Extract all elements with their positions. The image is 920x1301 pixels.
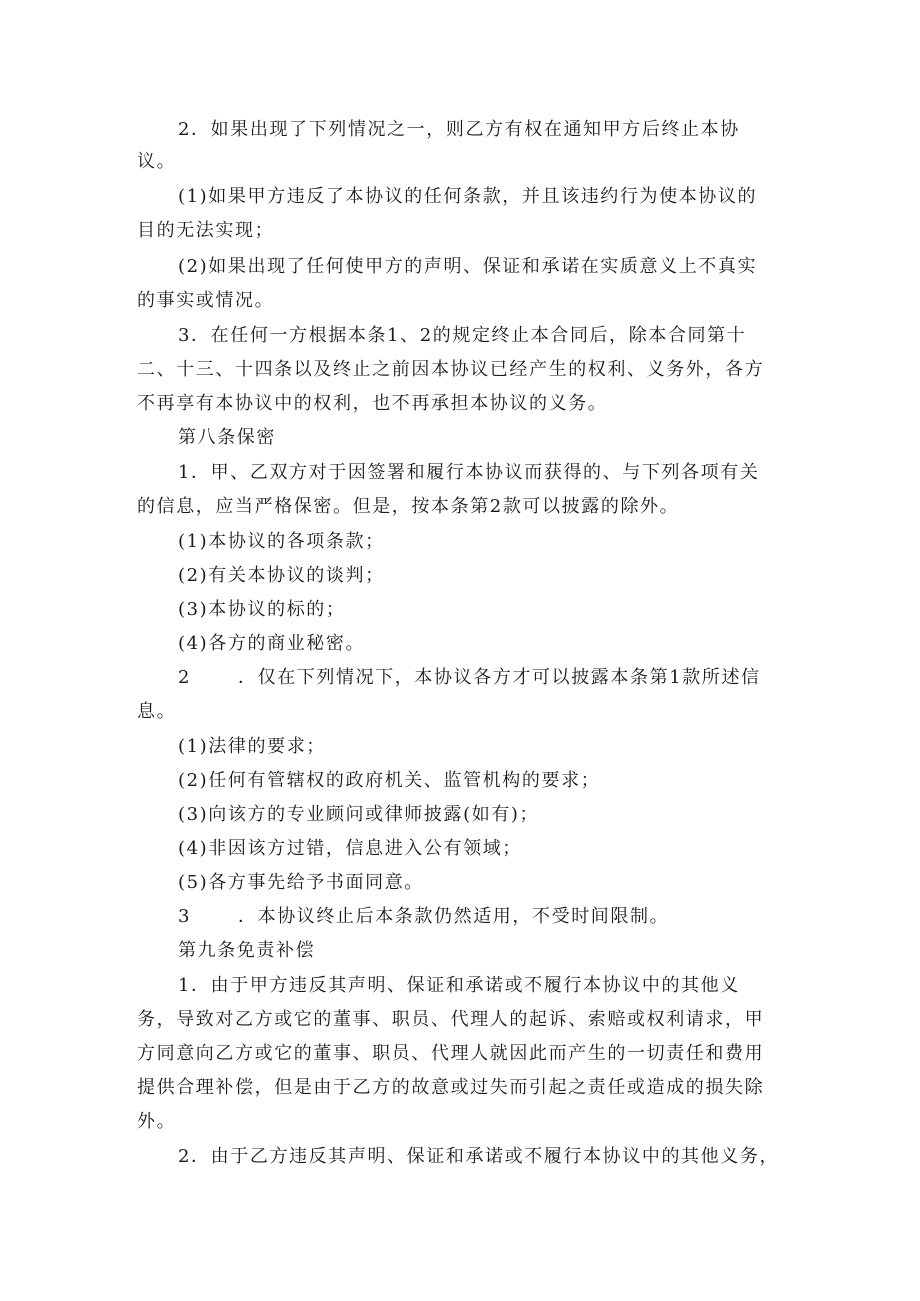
- clause-8-2-4: (4)非因该方过错，信息进入公有领域；: [178, 838, 522, 859]
- clause-8-2-1: (1)法律的要求；: [178, 736, 326, 757]
- paragraph-7-3-line-1: 3．在任何一方根据本条1、2的规定终止本合同后，除本合同第十: [178, 325, 747, 346]
- clause-7-2-2-line-1: (2)如果出现了任何使甲方的声明、保证和承诺在实质意义上不真实: [178, 256, 758, 277]
- clause-8-1-4: (4)各方的商业秘密。: [178, 633, 366, 654]
- paragraph-8-2-text: ．仅在下列情况下，本协议各方才可以披露本条第1款所述信: [238, 667, 761, 688]
- article-9-heading: 第九条免责补偿: [178, 940, 316, 961]
- paragraph-7-2-line-2: 议。: [137, 151, 177, 172]
- clause-8-1-3: (3)本协议的标的；: [178, 599, 346, 620]
- clause-8-2-5: (5)各方事先给予书面同意。: [178, 872, 424, 893]
- clause-8-1-2: (2)有关本协议的谈判；: [178, 565, 385, 586]
- paragraph-9-1-line-3: 方同意向乙方或它的董事、职员、代理人就因此而产生的一切责任和费用: [137, 1043, 765, 1064]
- paragraph-7-3-line-2: 二、十三、十四条以及终止之前因本协议已经产生的权利、义务外，各方: [137, 359, 765, 380]
- paragraph-9-1-line-2: 务，导致对乙方或它的董事、职员、代理人的起诉、索赔或权利请求，甲: [137, 1009, 765, 1030]
- paragraph-8-2-line-2: 息。: [137, 701, 177, 722]
- paragraph-9-1-line-4: 提供合理补偿，但是由于乙方的故意或过失而引起之责任或造成的损失除: [137, 1077, 765, 1098]
- paragraph-7-2-line-1: 2．如果出现了下列情况之一，则乙方有权在通知甲方后终止本协: [178, 119, 740, 140]
- paragraph-8-3-text: ．本协议终止后本条款仍然适用，不受时间限制。: [238, 906, 670, 927]
- paragraph-8-3-number: 3: [178, 906, 192, 927]
- paragraph-7-3-line-3: 不再享有本协议中的权利，也不再承担本协议的义务。: [137, 393, 608, 414]
- clause-8-2-3: (3)向该方的专业顾问或律师披露(如有)；: [178, 804, 540, 825]
- paragraph-9-1-line-5: 外。: [137, 1111, 177, 1132]
- clause-7-2-1-line-1: (1)如果甲方违反了本协议的任何条款，并且该违约行为使本协议的: [178, 186, 758, 207]
- paragraph-8-1-line-1: 1．甲、乙双方对于因签署和履行本协议而获得的、与下列各项有关: [178, 462, 760, 483]
- clause-8-1-1: (1)本协议的各项条款；: [178, 531, 385, 552]
- paragraph-9-1-line-1: 1．由于甲方违反其声明、保证和承诺或不履行本协议中的其他义: [178, 975, 740, 996]
- paragraph-9-2-line-1: 2．由于乙方违反其声明、保证和承诺或不履行本协议中的其他义务，: [178, 1146, 780, 1167]
- paragraph-8-2-number: 2: [178, 667, 192, 688]
- article-8-heading: 第八条保密: [178, 427, 276, 448]
- paragraph-8-2-line-1: [178, 666, 761, 690]
- clause-7-2-1-line-2: 目的无法实现；: [137, 220, 275, 241]
- paragraph-8-1-line-2: 的信息，应当严格保密。但是，按本条第2款可以披露的除外。: [137, 496, 680, 517]
- clause-7-2-2-line-2: 的事实或情况。: [137, 290, 275, 311]
- paragraph-8-3: [178, 905, 669, 929]
- clause-8-2-2: (2)任何有管辖权的政府机关、监管机构的要求；: [178, 770, 601, 791]
